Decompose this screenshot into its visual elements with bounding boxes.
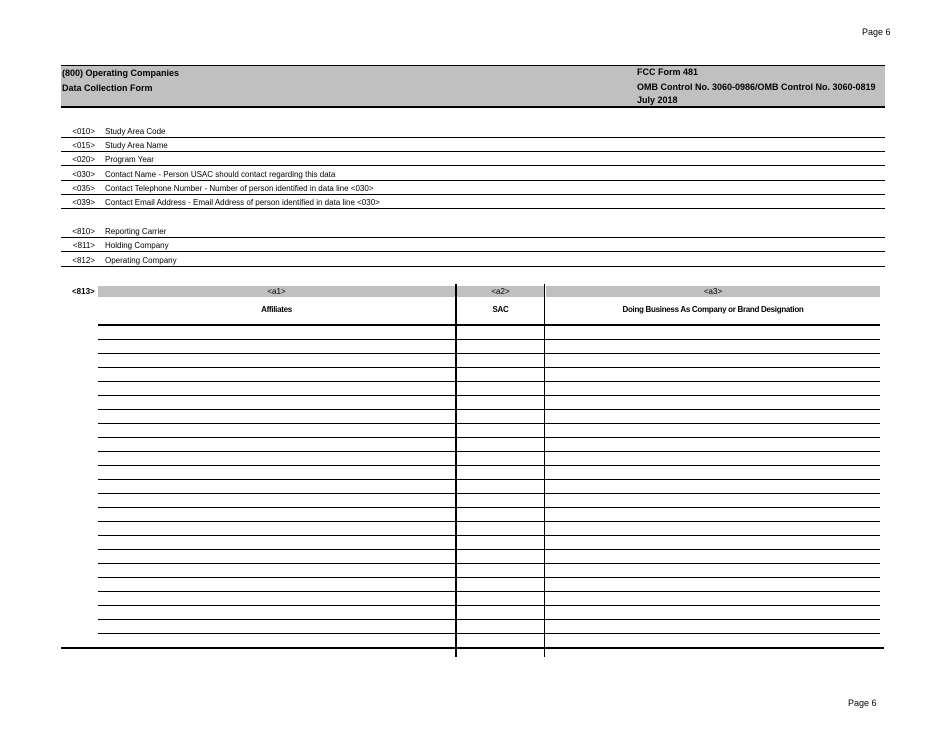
line-label: Study Area Name — [105, 141, 168, 150]
header-omb-control: OMB Control No. 3060-0986/OMB Control No. 3060-0819 — [637, 82, 876, 92]
table-row[interactable] — [98, 479, 880, 480]
line-label: Reporting Carrier — [105, 227, 167, 236]
page-number-top: Page 6 — [862, 27, 891, 37]
column-code-a3: <a3> — [546, 286, 880, 297]
table-row[interactable] — [98, 577, 880, 578]
line-label: Study Area Code — [105, 127, 166, 136]
table-row[interactable] — [98, 395, 880, 396]
header-title: (800) Operating Companies — [62, 68, 180, 78]
table-row[interactable] — [98, 605, 880, 606]
form-header — [61, 65, 885, 108]
line-label: Program Year — [105, 155, 154, 164]
form-line-810[interactable] — [61, 224, 885, 238]
table-row[interactable] — [98, 493, 880, 494]
table-row[interactable] — [98, 535, 880, 536]
table-row[interactable] — [98, 339, 880, 340]
line-code: <035> — [72, 184, 95, 193]
column-title-affiliates: Affiliates — [261, 305, 292, 314]
form-line-035[interactable] — [61, 181, 885, 195]
table-row[interactable] — [98, 507, 880, 508]
line-code: <039> — [72, 198, 95, 207]
line-label: Contact Name - Person USAC should contact regarding this data — [105, 170, 336, 179]
form-line-812[interactable] — [61, 253, 885, 267]
table-row[interactable] — [98, 451, 880, 452]
line-label: Contact Email Address - Email Address of person identified in data line <030> — [105, 198, 380, 207]
column-code-a1: <a1> — [98, 286, 455, 297]
table-row[interactable] — [98, 367, 880, 368]
table-row[interactable] — [98, 381, 880, 382]
table-row[interactable] — [98, 423, 880, 424]
form-line-010[interactable] — [61, 124, 885, 138]
column-title-sac: SAC — [492, 305, 509, 314]
column-title-dba: Doing Business As Company or Brand Designation — [622, 305, 804, 314]
line-code: <810> — [72, 227, 95, 236]
table-row[interactable] — [98, 549, 880, 550]
form-line-015[interactable] — [61, 138, 885, 152]
page-number-bottom: Page 6 — [848, 698, 877, 708]
table-header-rule — [98, 324, 880, 326]
form-line-030[interactable] — [61, 167, 885, 181]
table-row[interactable] — [98, 619, 880, 620]
line-code: <812> — [72, 256, 95, 265]
column-code-a2: <a2> — [457, 286, 544, 297]
form-line-811[interactable] — [61, 238, 885, 252]
table-row[interactable] — [98, 353, 880, 354]
form-line-020[interactable] — [61, 152, 885, 166]
table-row[interactable] — [98, 409, 880, 410]
line-code: <020> — [72, 155, 95, 164]
table-line-code: <813> — [72, 287, 95, 296]
table-row[interactable] — [98, 437, 880, 438]
line-label: Holding Company — [105, 241, 169, 250]
table-row[interactable] — [98, 563, 880, 564]
header-form-name: FCC Form 481 — [637, 67, 699, 77]
table-row[interactable] — [98, 591, 880, 592]
line-code: <015> — [72, 141, 95, 150]
line-code: <811> — [72, 241, 95, 250]
table-row[interactable] — [98, 633, 880, 634]
table-row[interactable] — [98, 521, 880, 522]
line-code: <030> — [72, 170, 95, 179]
table-row[interactable] — [98, 465, 880, 466]
line-code: <010> — [72, 127, 95, 136]
line-label: Contact Telephone Number - Number of person identified in data line <030> — [105, 184, 374, 193]
line-label: Operating Company — [105, 256, 177, 265]
form-line-039[interactable] — [61, 195, 885, 209]
table-bottom-rule — [61, 647, 884, 649]
header-date: July 2018 — [637, 95, 678, 105]
header-subtitle: Data Collection Form — [62, 83, 153, 93]
